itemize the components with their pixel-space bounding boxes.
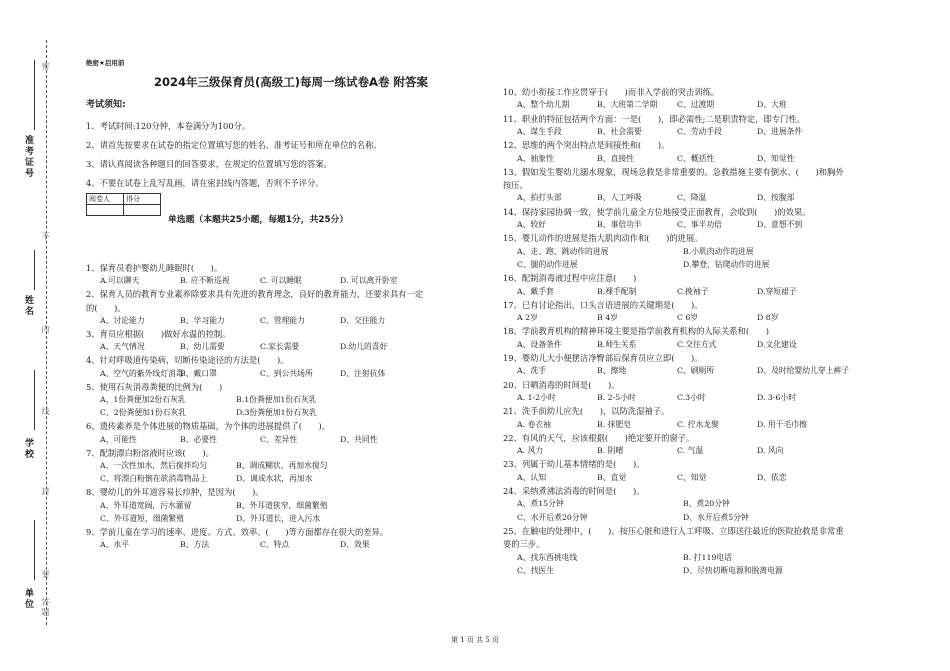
answer-option: C、水开后煮20分钟 [517, 512, 588, 522]
question-text: 14、保持家园协调一致，使学前儿童全方位地接受正面教育，会收到( )的效果。 [503, 206, 811, 217]
answer-option: A、外耳道宽阔，污水灌留 [100, 500, 192, 510]
answer-option: C.家长需要 [260, 342, 300, 352]
answer-option: D.文化建设 [757, 339, 797, 349]
answer-option: D、外耳道长，进入污水 [236, 513, 321, 523]
answer-option: C、差异性 [260, 434, 298, 444]
score-table [86, 193, 161, 216]
question-text: 17、已有讨论指出，口头言语进展的关键期是( )。 [503, 299, 703, 310]
answer-option: D、进展条件 [757, 126, 803, 136]
question-text: 18、学前教育机构的精神环境主要是指学前教育机构的人际关系和( ) [503, 326, 769, 337]
answer-option: C、将漂白粉倒在欲消毒物品上 [100, 474, 208, 484]
answer-option: D、及时给婴幼儿穿上裤子 [757, 366, 850, 376]
answer-option: C、腿的动作进展 [517, 259, 578, 269]
unit-label: 单位 [23, 588, 33, 610]
answer-option: D、交往能力 [340, 315, 386, 325]
answer-option: A、走、跑、跳动作的进展 [517, 246, 609, 256]
answer-option: A、一次性加水，然后搅拌均匀 [100, 461, 207, 470]
answer-option: A.可以聊天 [100, 276, 140, 286]
question-text: 5、使用石灰消毒粪便的比例为( ) [86, 381, 223, 392]
seal-mark: 密 [41, 62, 50, 70]
answer-option: A、1份粪便加2份石灰乳 [100, 395, 186, 404]
question-text: 22、有风的天气，应该根据( )绝定要开的窗子。 [503, 432, 695, 443]
answer-option: C.交往方式 [677, 339, 717, 349]
question-text: 6、遗传素养是个体进展的物质基础，为个体的进展提供了( )。 [86, 421, 331, 432]
answer-option: D、效果 [340, 540, 370, 550]
answer-option: C、找医生 [517, 565, 555, 575]
answer-option: B. 2-5小时 [597, 392, 636, 402]
answer-option: B 4岁 [597, 313, 618, 323]
question-text: 4、针对呼吸道传染病，切断传染途径的方法是( )。 [86, 355, 289, 366]
notice-item: 4、不要在试卷上乱写乱画，请在密封线内答题，否则不予评分。 [86, 178, 324, 188]
answer-option: B、戴口罩 [180, 368, 217, 378]
answer-option: B.1份粪便加1份石灰乳 [236, 395, 317, 404]
notice-item: 3、请认真阅读各种题目的回答要求，在规定的位置填写您的答案。 [86, 159, 332, 169]
question-text: 3、育员应根据( )做好水温的控制。 [86, 329, 231, 339]
answer-option: C、刷厕所 [677, 366, 715, 376]
question-text: 15、婴儿动作的进展是指大肌肉动作和( )的进展。 [503, 233, 703, 244]
answer-option: D. 可以离开卧室 [340, 276, 398, 286]
answer-option: A、讨论能力 [100, 315, 145, 325]
answer-option: B.师生关系 [597, 339, 637, 349]
answer-option: C、管理能力 [260, 315, 305, 325]
answer-option: B、直接性 [597, 153, 634, 163]
answer-option: D. 风向 [757, 446, 784, 456]
answer-option: B.裸手配制 [597, 286, 637, 296]
answer-option: B. 打119电话 [683, 552, 732, 562]
answer-option: A 2岁 [517, 313, 538, 323]
question-text: 11、职业的特征包括两个方面：一是( )，即必需性;二是职责特定，即专门性。 [503, 113, 805, 124]
answer-option: B、外耳道狭窄，细菌繁殖 [236, 500, 328, 510]
answer-option: D、水开后煮5分钟 [683, 512, 749, 522]
answer-option: C、事半功倍 [677, 220, 722, 229]
answer-option: D.3份粪便加1份石灰乳 [236, 408, 317, 418]
page-title: 2024年三级保育员(高级工)每周一练试卷A卷 附答案 [154, 75, 428, 89]
answer-option: C、过渡期 [677, 100, 715, 110]
answer-option: C.挽袖子 [677, 286, 709, 296]
answer-option: D.穿短裙子 [757, 286, 797, 296]
name-line [34, 250, 35, 290]
question-text: 9、学前儿童在学习的速率、进度、方式、效率、( )等方面都存在很大的差异。 [86, 527, 389, 537]
section-title: 单选题（本题共25小题，每题1分，共25分） [168, 215, 349, 225]
answer-option: A. 卷衣袖 [517, 419, 551, 429]
score-cell[interactable] [124, 205, 161, 216]
answer-option: D、按腹部 [757, 193, 795, 203]
seal-mark: 题 [41, 608, 50, 616]
notice-item: 2、请首先按要求在试卷的指定位置填写您的姓名、准考证号和所在单位的名称。 [86, 140, 382, 150]
question-text: 10、幼小衔接工作应贯穿于( )而非入学前的突击训练。 [503, 87, 720, 97]
question-text: 7、配制漂白粉溶液时应该( )。 [86, 447, 214, 458]
secret-label: 绝密★启用前 [86, 59, 125, 67]
answer-option: A、空气的紫外线灯消毒 [100, 368, 184, 378]
answer-option: B、直觉 [597, 472, 627, 482]
question-text-cont: 的( )。 [86, 302, 126, 313]
school-label: 学校 [23, 438, 33, 460]
seal-mark: 要 [41, 570, 50, 578]
question-text: 8、婴幼儿的外耳道容易长疖肿，是因为( )。 [86, 487, 264, 498]
answer-option: A、拍打头部 [517, 193, 562, 203]
answer-option: A、煮15分钟 [517, 499, 564, 509]
question-text: 20、日晒消毒的时间是( )。 [503, 379, 620, 390]
answer-option: C 6岁 [677, 313, 699, 323]
answer-option: D、知觉性 [757, 153, 795, 163]
answer-option: C、特点 [260, 540, 290, 550]
notice-item: 1、考试时间:120分钟，本卷满分为100分。 [86, 121, 251, 131]
answer-option: B. 抹肥皂 [597, 419, 632, 429]
school-line [34, 370, 35, 430]
answer-option: A. 风力 [517, 446, 544, 456]
answer-option: A. 1-2小时 [517, 392, 556, 402]
answer-option: D. 用干毛巾擦 [757, 419, 807, 429]
question-text: 2、保育人员的教育专业素养除要求具有先进的教育理念，良好的教育能力，还要求具有一定 [86, 289, 424, 300]
question-text: 23、列属于幼儿基本情绪的是( )。 [503, 459, 645, 470]
answer-option: B. 应不断巡视 [180, 276, 230, 286]
answer-option: B、必要性 [180, 434, 217, 444]
answer-option: B、煮20分钟 [683, 499, 730, 509]
notice-heading: 考试须知: [86, 100, 126, 110]
answer-option: A、设备条件 [517, 339, 562, 349]
unit-line [34, 520, 35, 580]
seal-mark: 答 [41, 598, 50, 606]
answer-option: D、意想不到 [757, 220, 803, 229]
answer-option: C、到公共场所 [260, 368, 313, 378]
answer-option: B. 阴晴 [597, 446, 624, 456]
name-label: 姓名 [23, 295, 33, 317]
answer-option: A、较好 [517, 220, 547, 229]
answer-option: D.攀登，钻爬动作的进展 [683, 259, 770, 269]
answer-option: B、事倍功半 [597, 220, 642, 229]
question-text: 24、采纳煮沸法消毒的时间是( )。 [503, 486, 645, 496]
seal-mark: 内 [41, 325, 50, 333]
answer-option: B、调成糊状，再加水搅匀 [236, 461, 328, 470]
question-text: 25、在触电的处理中，( )、按压心脏和进行人工呼吸、立即送往最近的医院抢救是非常重 [503, 525, 844, 536]
answer-option: A、洗手 [517, 366, 547, 376]
exam-no-label: 准考证号 [23, 135, 33, 179]
grader-header: 阅卷人 [87, 194, 124, 205]
answer-option: B、幼儿需要 [180, 342, 225, 352]
score-header: 得分 [124, 194, 161, 205]
answer-option: A、认知 [517, 472, 547, 482]
question-text: 1、保育员看护婴幼儿睡眠时( )。 [86, 263, 223, 273]
answer-option: A、天气情况 [100, 342, 145, 352]
question-text: 19、婴幼儿大小便摆洁净臀部后保育员应立即( )。 [503, 353, 703, 363]
question-text-cont: 要的三步。 [503, 539, 545, 550]
answer-option: D、共同性 [340, 434, 378, 444]
answer-option: C、知觉 [677, 472, 707, 482]
seal-mark: 封 [41, 487, 50, 495]
answer-option: D、依恋 [757, 472, 787, 482]
answer-option: D、注射抗体 [340, 368, 386, 378]
answer-option: A、找东西挑电线 [517, 552, 578, 562]
seal-mark: 不 [41, 232, 50, 240]
question-text: 16、配制消毒液过程中应注意( ) [503, 273, 637, 284]
answer-option: B、方法 [180, 540, 210, 550]
answer-option: C、概括性 [677, 153, 715, 163]
answer-option: A、整个幼儿期 [517, 100, 570, 110]
answer-option: D、大班 [757, 100, 787, 110]
answer-option: D、尽快切断电源和脱离电源 [683, 565, 783, 575]
answer-option: A、可能性 [100, 434, 137, 444]
answer-option: B、人工呼吸 [597, 193, 642, 203]
answer-option: C、2份粪便加1份石灰乳 [100, 408, 187, 418]
answer-option: C. 拧水龙聚 [677, 419, 719, 429]
answer-option: C. 可以睡眠 [260, 276, 302, 286]
answer-option: B.小肌肉动作的进展 [683, 246, 754, 256]
answer-option: B、社会需要 [597, 126, 642, 136]
answer-option: D.幼儿的喜好 [340, 342, 388, 352]
answer-option: A、戴手套 [517, 286, 554, 296]
question-text: 13、假如发生婴幼儿溺水现象，现场急救是非常重要的。急救措施主要有倒水、( )和胸外 [503, 166, 844, 177]
exam-no-line [34, 60, 35, 130]
answer-option: C. 气温 [677, 446, 704, 456]
answer-option: B、擦地 [597, 366, 627, 376]
answer-option: B、大班第二学期 [597, 100, 658, 110]
question-text-cont: 按压。 [503, 180, 528, 191]
answer-option: D. 3-6小时 [757, 392, 797, 402]
answer-option: D 8岁 [757, 313, 779, 323]
answer-option: A、抽象性 [517, 153, 554, 163]
answer-option: C.3小时 [677, 392, 706, 402]
binding-margin [0, 0, 80, 671]
answer-option: C、降温 [677, 193, 707, 203]
answer-option: D、调成水状，再加水 [236, 474, 313, 484]
grader-cell[interactable] [87, 205, 124, 216]
answer-option: A、谋生手段 [517, 126, 562, 136]
seal-mark: 线 [41, 407, 50, 415]
answer-option: A、水平 [100, 540, 130, 550]
answer-option: B、学习能力 [180, 315, 225, 325]
answer-option: C、劳动手段 [677, 126, 722, 136]
page-footer: 第 1 页 共 5 页 [450, 636, 500, 644]
question-text: 21、洗手前幼儿应先( )，以防洗湿袖子。 [503, 406, 670, 417]
answer-option: C、外耳道短，细菌繁殖 [100, 513, 184, 523]
question-text: 12、思维的两个突出特点是间接性和( )。 [503, 140, 670, 151]
